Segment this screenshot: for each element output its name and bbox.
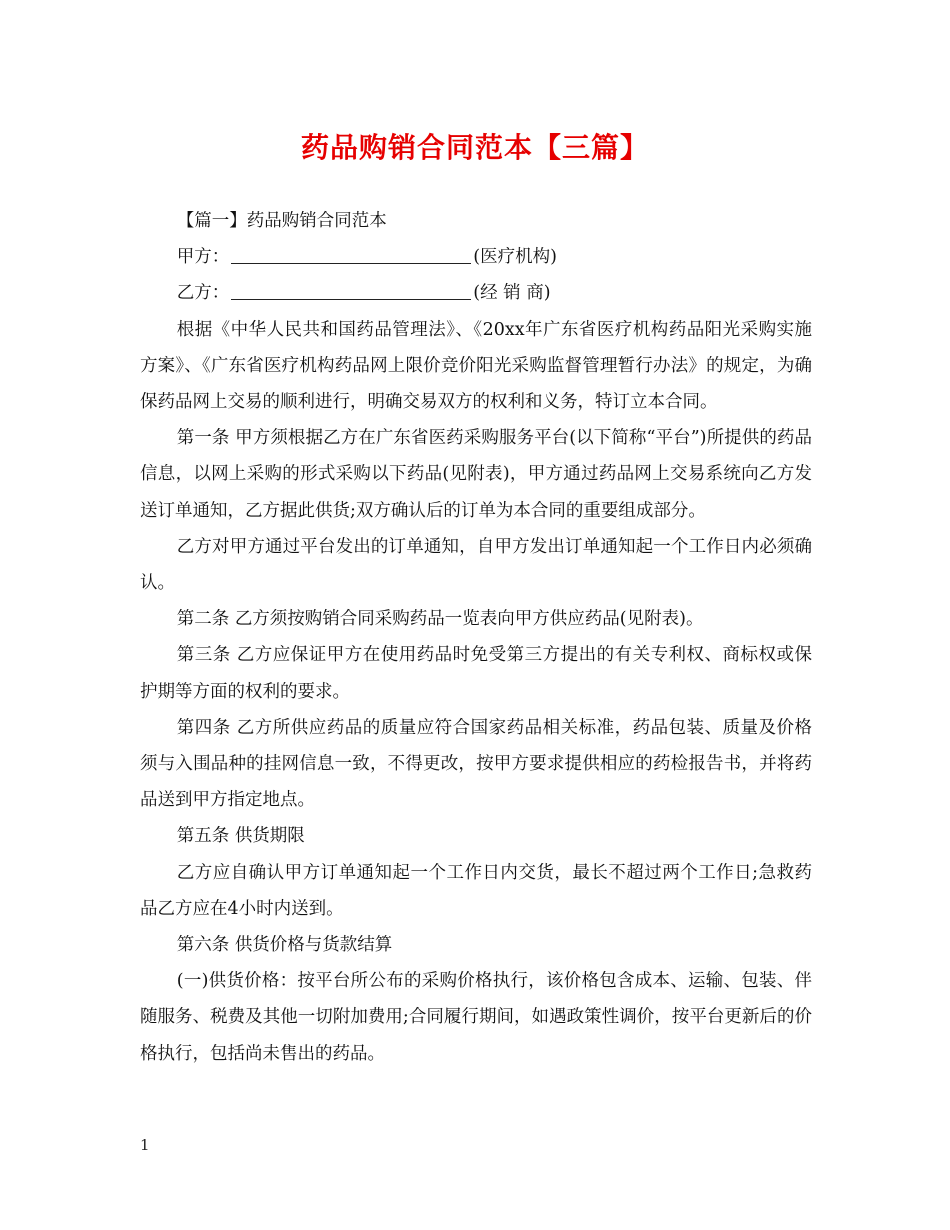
paragraph-article-5-heading: 第五条 供货期限 bbox=[176, 826, 305, 847]
party-b-line bbox=[140, 275, 812, 311]
paragraph-supply-price: (一)供货价格：按平台所公布的采购价格执行，该价格包含成本、运输、包装、伴随服务、税费及其他一切附加费用;合同履行期间，如遇政策性调价，按平台更新后的价格执行，包括尚未售出的药品。 bbox=[140, 971, 812, 1064]
section-heading: 【篇一】药品购销合同范本 bbox=[176, 211, 387, 231]
paragraph-confirmation: 乙方对甲方通过平台发出的订单通知，自甲方发出订单通知起一个工作日内必须确认。 bbox=[140, 536, 812, 594]
party-b-label: 乙方： bbox=[176, 283, 230, 304]
page-number: 1 bbox=[140, 1136, 150, 1154]
paragraph-article-2: 第二条 乙方须按购销合同采购药品一览表向甲方供应药品(见附表)。 bbox=[176, 609, 704, 630]
party-b-blank bbox=[231, 279, 471, 300]
paragraph-article-6-heading: 第六条 供货价格与货款结算 bbox=[176, 935, 393, 956]
party-a-line bbox=[140, 239, 812, 275]
party-a-blank bbox=[231, 243, 471, 264]
paragraph-preamble: 根据《中华人民共和国药品管理法》、《20xx年广东省医疗机构药品阳光采购实施方案》、《广东省医疗机构药品网上限价竞价阳光采购监督管理暂行办法》的规定，为确保药品网上交易的顺利进行，明确交易双方的权利和义务，特订立本合同。 bbox=[140, 319, 812, 413]
party-a-suffix: (医疗机构) bbox=[473, 247, 557, 268]
paragraph-article-3: 第三条 乙方应保证甲方在使用药品时免受第三方提出的有关专利权、商标权或保护期等方面的权利的要求。 bbox=[140, 645, 812, 702]
party-b-suffix: (经 销 商) bbox=[473, 283, 551, 304]
party-a-label: 甲方： bbox=[176, 247, 230, 268]
document-body bbox=[140, 203, 812, 1072]
document-title: 药品购销合同范本【三篇】 bbox=[300, 131, 649, 164]
paragraph-delivery-term: 乙方应自确认甲方订单通知起一个工作日内交货，最长不超过两个工作日;急救药品乙方应在4小时内送到。 bbox=[140, 862, 812, 919]
paragraph-article-4: 第四条 乙方所供应药品的质量应符合国家药品相关标准，药品包装、质量及价格须与入围品种的挂网信息一致，不得更改，按甲方要求提供相应的药检报告书，并将药品送到甲方指定地点。 bbox=[140, 717, 812, 811]
paragraph-article-1: 第一条 甲方须根据乙方在广东省医药采购服务平台(以下简称“平台”)所提供的药品信息，以网上采购的形式采购以下药品(见附表)，甲方通过药品网上交易系统向乙方发送订单通知，乙方据此供货;双方确认后的订单为本合同的重要组成部分。 bbox=[140, 428, 812, 521]
